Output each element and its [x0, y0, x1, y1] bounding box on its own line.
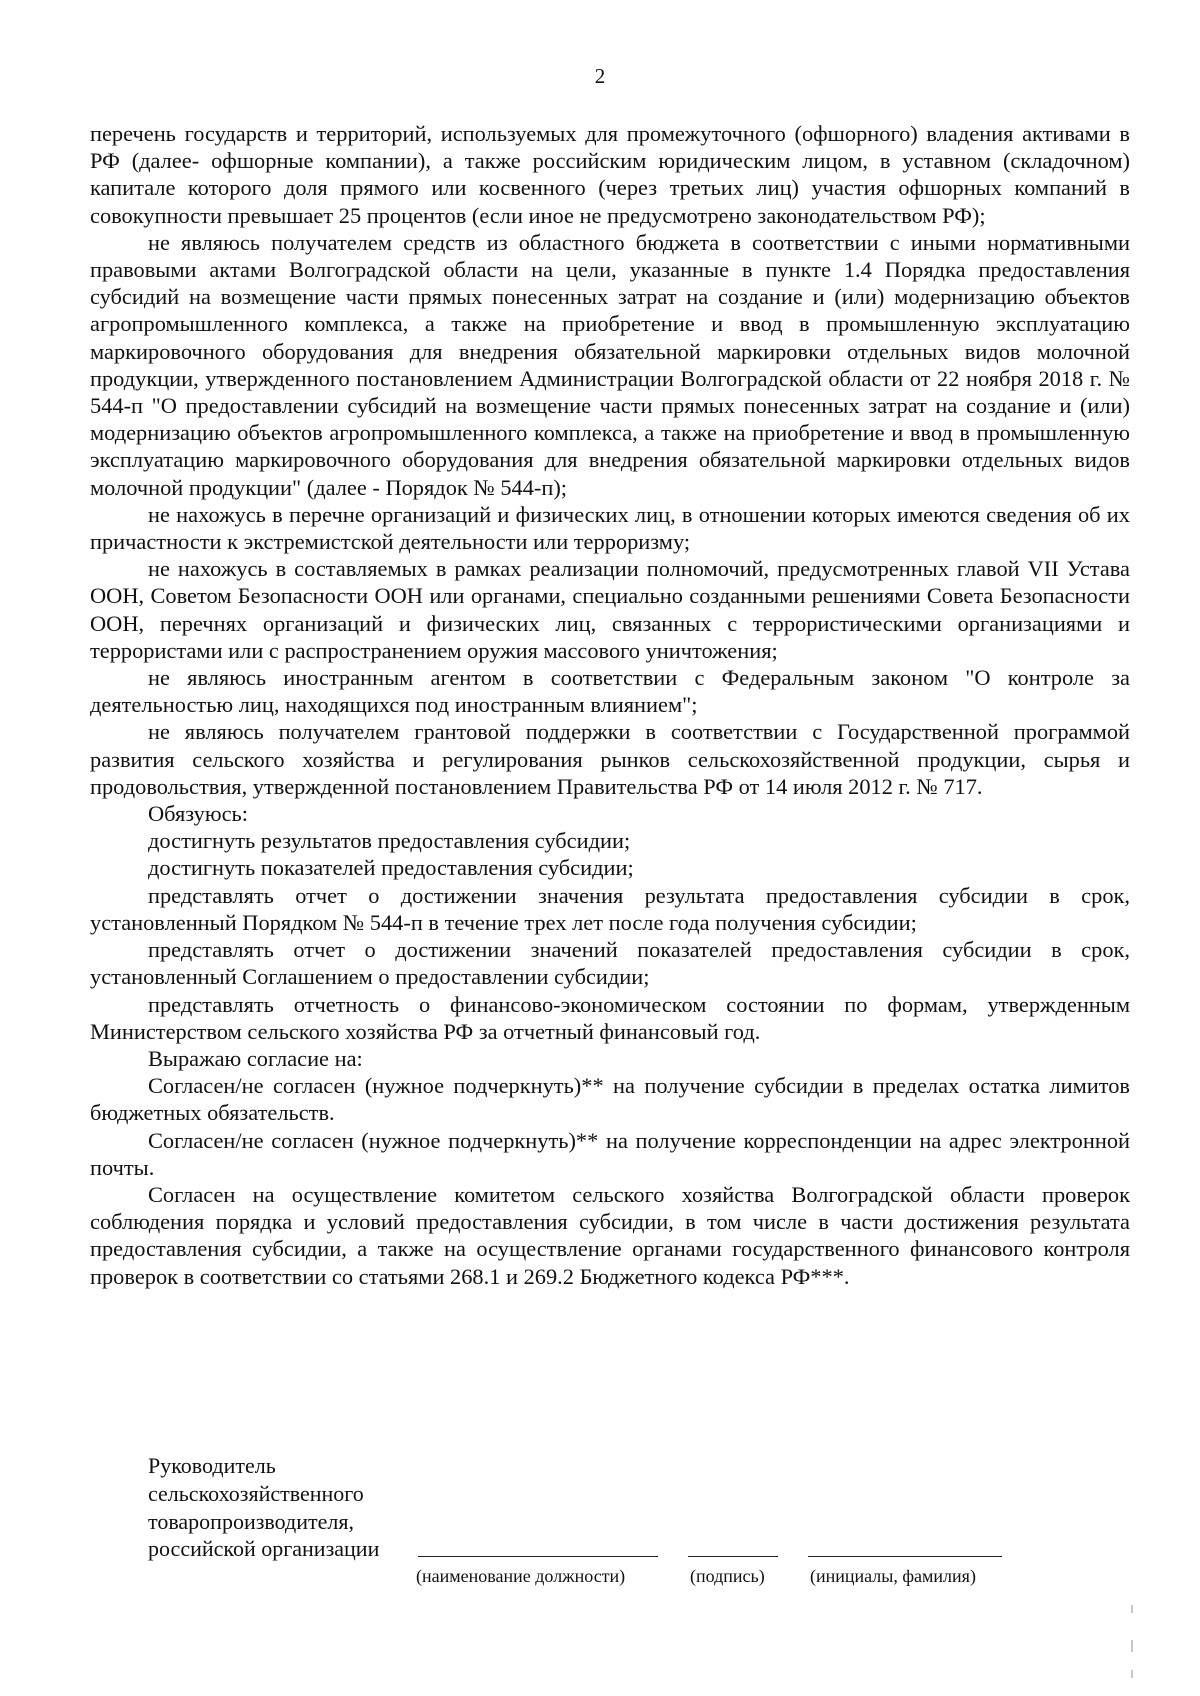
paragraph: Обязуюсь:	[148, 801, 248, 827]
paragraph: представлять отчетность о финансово-экономическом состоянии по формам, утвержденным Министерством сельского хозяйства РФ за отчетный финансовый год.	[90, 991, 1130, 1044]
paragraph: не нахожусь в составляемых в рамках реализации полномочий, предусмотренных главой VII Устава ООН, Советом Безопасности ООН или органами, специально созданными решениями Совета Безопасности ООН, перечнях организаций и физических лиц, связанных с террористическими организациями и террористами или с распространением оружия массового уничтожения;	[90, 556, 1130, 663]
paragraph: Выражаю согласие на:	[148, 1045, 363, 1071]
scan-artifact	[1131, 1640, 1133, 1652]
signature-underline	[688, 1556, 778, 1557]
name-underline	[808, 1556, 1002, 1557]
position-caption: (наименование должности)	[416, 1566, 626, 1586]
signature-title-line: Руководитель	[148, 1453, 276, 1478]
paragraph: Согласен/не согласен (нужное подчеркнуть)** на получение корреспонденции на адрес электронной почты.	[90, 1127, 1130, 1180]
paragraph: Согласен на осуществление комитетом сельского хозяйства Волгоградской области проверок соблюдения порядка и условий предоставления субсидии, в том числе в части достижения результата предоставления субсидии, а также на осуществление органами государственного финансового контроля проверок в соответствии со статьями 268.1 и 269.2 Бюджетного кодекса РФ***.	[90, 1181, 1130, 1289]
scan-artifact	[1131, 1670, 1133, 1678]
signature-block	[148, 1452, 379, 1563]
paragraph: не нахожусь в перечне организаций и физических лиц, в отношении которых имеются сведения об их причастности к экстремистской деятельности или терроризму;	[90, 501, 1130, 555]
name-caption: (инициалы, фамилия)	[810, 1566, 976, 1586]
position-underline	[418, 1556, 658, 1557]
paragraph: представлять отчет о достижении значений показателей предоставления субсидии в срок, установленный Соглашением о предоставлении субсидии;	[90, 937, 1130, 990]
page-number: 2	[594, 64, 606, 88]
paragraph: достигнуть показателей предоставления субсидии;	[148, 855, 634, 881]
paragraph: не являюсь получателем грантовой поддержки в соответствии с Государственной программой развития сельского хозяйства и регулирования рынков сельскохозяйственной продукции, сырья и продовольствия, утвержденной постановлением Правительства РФ от 14 июля 2012 г. № 717.	[90, 719, 1130, 799]
paragraph: достигнуть результатов предоставления субсидии;	[148, 828, 631, 854]
document-body	[90, 120, 1130, 1290]
paragraph: представлять отчет о достижении значения результата предоставления субсидии в срок, установленный Порядком № 544-п в течение трех лет после года получения субсидии;	[90, 882, 1130, 935]
signature-title-line: российской организации	[148, 1536, 380, 1562]
signature-title-line: товаропроизводителя,	[148, 1508, 354, 1534]
paragraph: перечень государств и территорий, используемых для промежуточного (офшорного) владения активами в РФ (далее- офшорные компании), а также российским юридическим лицом, в уставном (складочном) капитале которого доля прямого или косвенного (через третьих лиц) участия офшорных компаний в совокупности превышает 25 процентов (если иное не предусмотрено законодательством РФ);	[90, 121, 1130, 228]
paragraph: не являюсь иностранным агентом в соответствии с Федеральным законом "О контроле за деятельностью лиц, находящихся под иностранным влиянием";	[90, 665, 1130, 718]
scan-artifact	[1131, 1605, 1133, 1613]
signature-caption: (подпись)	[690, 1566, 765, 1586]
paragraph: не являюсь получателем средств из областного бюджета в соответствии с иными нормативными правовыми актами Волгоградской области на цели, указанные в пункте 1.4 Порядка предоставления субсидий на возмещение части прямых понесенных затрат на создание и (или) модернизацию объектов агропромышленного комплекса, а также на приобретение и ввод в промышленную эксплуатацию маркировочного оборудования для внедрения обязательной маркировки отдельных видов молочной продукции, утвержденного постановлением Администрации Волгоградской области от 22 ноября 2018 г. № 544-п "О предоставлении субсидий на возмещение части прямых понесенных затрат на создание и (или) модернизацию объектов агропромышленного комплекса, а также на приобретение и ввод в промышленную эксплуатацию маркировочного оборудования для внедрения обязательной маркировки отдельных видов молочной продукции" (далее - Порядок № 544-п);	[90, 229, 1130, 500]
paragraph: Согласен/не согласен (нужное подчеркнуть)** на получение субсидии в пределах остатка лимитов бюджетных обязательств.	[90, 1073, 1130, 1126]
signature-title-line: сельскохозяйственного	[148, 1480, 364, 1506]
